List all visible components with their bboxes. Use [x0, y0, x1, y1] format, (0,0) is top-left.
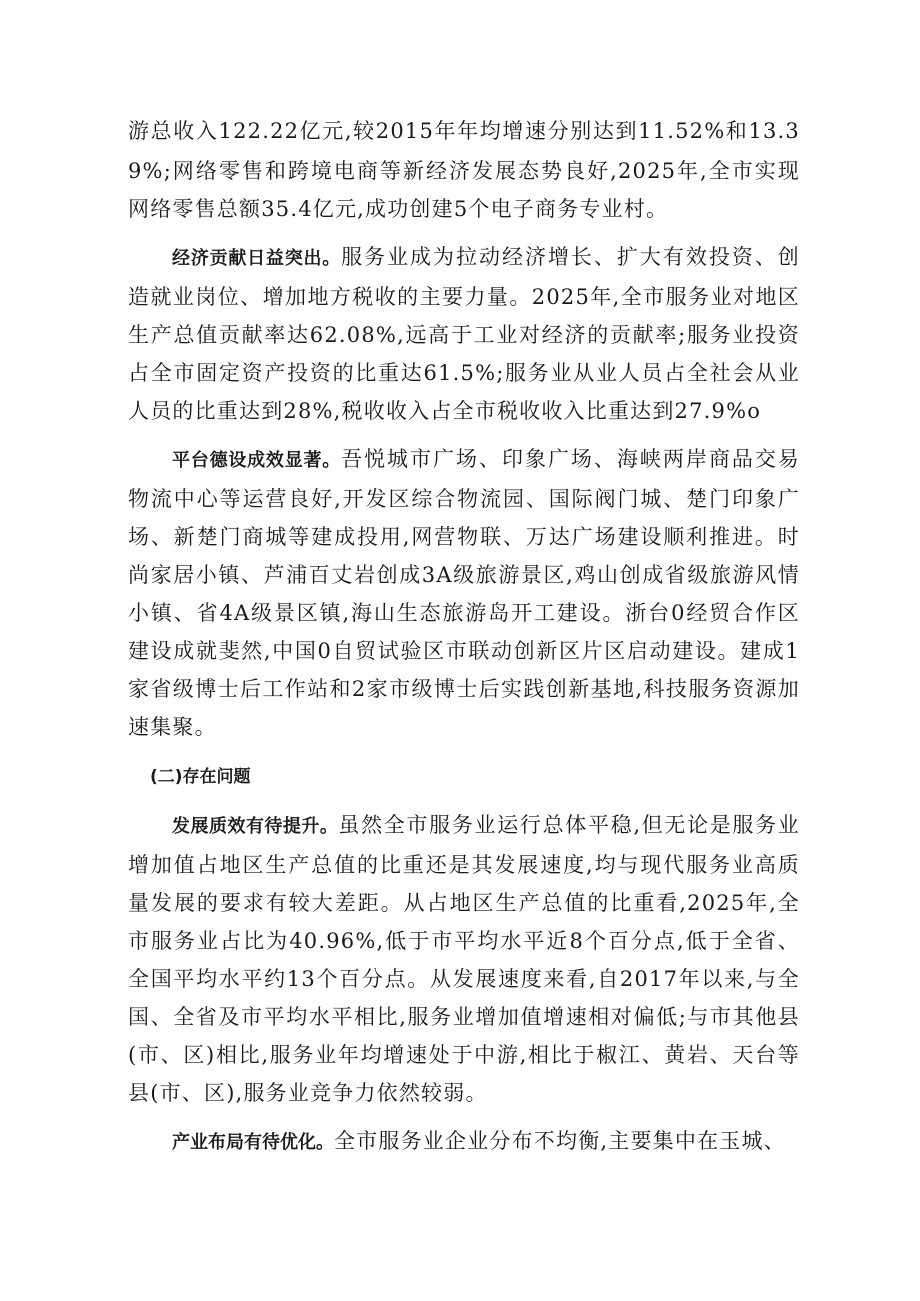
- paragraph-lead: 发展质效有待提升。: [172, 816, 339, 837]
- paragraph-development-quality: [128, 806, 800, 1112]
- paragraph-lead: 平台德设成效显著。: [172, 450, 342, 471]
- paragraph-lead: 产业布局有待优化。: [172, 1132, 334, 1153]
- paragraph-industry-layout: [128, 1122, 800, 1162]
- section-heading: (二)存在问题: [150, 767, 251, 787]
- document-page: [128, 112, 800, 1162]
- paragraph-text: 服务业成为拉动经济增长、扩大有效投资、创造就业岗位、增加地方税收的主要力量。2025年,全市服务业对地区生产总值贡献率达62.08%,远高于工业对经济的贡献率;服务业投资占全市固定资产投资的比重达61.5%;服务业从业人员占全社会从业人员的比重达到28%,税收收入占全市税收收入比重达到27.9%o: [128, 245, 801, 423]
- paragraph-lead: 经济贡献日益突出。: [172, 248, 342, 269]
- paragraph-economic-contribution: [128, 238, 800, 430]
- paragraph-text: 游总收入122.22亿元,较2015年年均增速分别达到11.52%和13.39%;网络零售和跨境电商等新经济发展态势良好,2025年,全市实现网络零售总额35.4亿元,成功创建5个电子商务专业村。: [128, 119, 800, 221]
- paragraph-text: 吾悦城市广场、印象广场、海峡两岸商品交易物流中心等运营良好,开发区综合物流园、国际阀门城、楚门印象广场、新楚门商城等建成投用,网营物联、万达广场建设顺利推进。时尚家居小镇、芦浦百丈岩创成3A级旅游景区,鸡山创成省级旅游风情小镇、省4A级景区镇,海山生态旅游岛开工建设。浙台0经贸合作区建设成就斐然,中国0自贸试验区市联动创新区片区启动建设。建成1家省级博士后工作站和2家市级博士后实践创新基地,科技服务资源加速集聚。: [128, 447, 801, 739]
- paragraph-tourism-ecommerce: [128, 112, 800, 228]
- paragraph-text: 全市服务业企业分布不均衡,主要集中在玉城、: [334, 1129, 786, 1153]
- paragraph-text: 虽然全市服务业运行总体平稳,但无论是服务业增加值占地区生产总值的比重还是其发展速度,均与现代服务业高质量发展的要求有较大差距。从占地区生产总值的比重看,2025年,全市服务业占比为40.96%,低于市平均水平近8个百分点,低于全省、全国平均水平约13个百分点。从发展速度来看,自2017年以来,与全国、全省及市平均水平相比,服务业增加值增速相对偏低;与市其他县(市、区)相比,服务业年均增速处于中游,相比于椒江、黄岩、天台等县(市、区),服务业竞争力依然较弱。: [128, 813, 801, 1105]
- paragraph-platform-construction: [128, 440, 800, 746]
